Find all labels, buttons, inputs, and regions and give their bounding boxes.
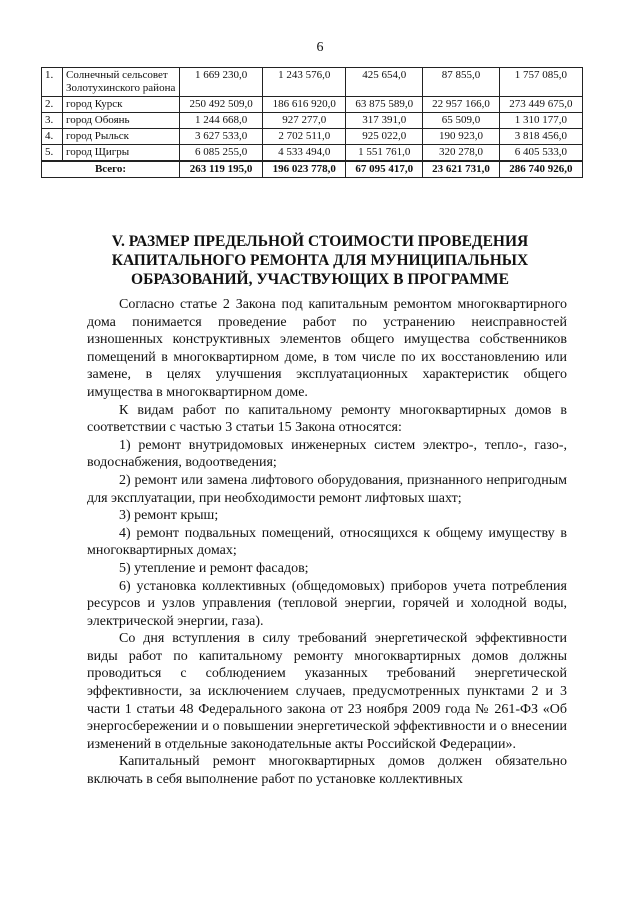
total-value: 23 621 731,0 [423,161,500,178]
value-cell: 1 757 085,0 [499,68,582,97]
value-cell: 1 669 230,0 [180,68,263,97]
total-value: 263 119 195,0 [180,161,263,178]
value-cell: 22 957 166,0 [423,97,500,113]
total-value: 286 740 926,0 [499,161,582,178]
row-number: 1. [42,68,63,97]
table-row [42,113,583,129]
value-cell: 273 449 675,0 [499,97,582,113]
section-title: V. РАЗМЕР ПРЕДЕЛЬНОЙ СТОИМОСТИ ПРОВЕДЕНИЯ КАПИТАЛЬНОГО РЕМОНТА ДЛЯ МУНИЦИПАЛЬНЫХ ОБРАЗОВАНИЙ, УЧАСТВУЮЩИХ В ПРОГРАММЕ [111,233,529,288]
value-cell: 425 654,0 [346,68,423,97]
value-cell: 63 875 589,0 [346,97,423,113]
value-cell: 1 310 177,0 [499,113,582,129]
table-row [42,145,583,162]
paragraph: Согласно статье 2 Закона под капитальным ремонтом многоквартирного дома понимается проведение работ по устранению неисправностей изношенных конструктивных элементов общего имущества собственников помещений в многоквартирном доме, в том числе по их восстановлению или замене, в целях улучшения эксплуатационных характеристик общего имущества в многоквартирном доме. [87,297,567,400]
page-number: 6 [316,40,324,55]
municipality-name: Солнечный сельсовет Золотухинского района [63,68,180,97]
paragraph: К видам работ по капитальному ремонту многоквартирных домов в соответствии с частью 3 статьи 15 Закона относятся: [87,402,567,436]
row-number: 3. [42,113,63,129]
municipality-name: город Рыльск [63,129,180,145]
value-cell: 1 551 761,0 [346,145,423,162]
list-item: 1) ремонт внутридомовых инженерных систем электро-, тепло-, газо-, водоснабжения, водоотведения; [87,437,567,471]
value-cell: 186 616 920,0 [263,97,346,113]
value-cell: 4 533 494,0 [263,145,346,162]
value-cell: 927 277,0 [263,113,346,129]
total-value: 67 095 417,0 [346,161,423,178]
municipality-name: город Курск [63,97,180,113]
total-row [42,161,583,178]
total-value: 196 023 778,0 [263,161,346,178]
municipality-name: город Обоянь [63,113,180,129]
value-cell: 87 855,0 [423,68,500,97]
section-body [87,296,567,789]
row-number: 5. [42,145,63,162]
list-item: 2) ремонт или замена лифтового оборудования, признанного непригодным для эксплуатации, при необходимости ремонт лифтовых шахт; [87,472,567,506]
table-row [42,129,583,145]
budget-table [41,67,583,178]
value-cell: 320 278,0 [423,145,500,162]
paragraph: Капитальный ремонт многоквартирных домов должен обязательно включать в себя выполнение работ по установке коллективных [87,754,567,788]
list-item: 5) утепление и ремонт фасадов; [119,560,309,576]
list-item: 6) установка коллективных (общедомовых) приборов учета потребления ресурсов и узлов управления (тепловой энергии, горячей и холодной воды, электрической энергии, газа). [87,578,567,629]
row-number: 4. [42,129,63,145]
value-cell: 2 702 511,0 [263,129,346,145]
value-cell: 65 509,0 [423,113,500,129]
list-item: 4) ремонт подвальных помещений, относящихся к общему имуществу в многоквартирных домах; [87,525,567,559]
value-cell: 190 923,0 [423,129,500,145]
value-cell: 250 492 509,0 [180,97,263,113]
value-cell: 1 243 576,0 [263,68,346,97]
value-cell: 1 244 668,0 [180,113,263,129]
total-label: Всего: [42,161,180,178]
value-cell: 3 818 456,0 [499,129,582,145]
municipality-name: город Щигры [63,145,180,162]
value-cell: 925 022,0 [346,129,423,145]
value-cell: 6 085 255,0 [180,145,263,162]
paragraph: Со дня вступления в силу требований энергетической эффективности виды работ по капитальному ремонту многоквартирных домов должны проводиться с соблюдением указанных требований энергетической эффективности, за исключением случаев, предусмотренных пунктами 2 и 3 части 1 статьи 48 Федерального закона от 23 ноября 2009 года № 261-ФЗ «Об энергосбережении и о повышении энергетической эффективности и о внесении изменений в отдельные законодательные акты Российской Федерации». [87,631,567,752]
value-cell: 317 391,0 [346,113,423,129]
value-cell: 3 627 533,0 [180,129,263,145]
table-row [42,68,583,97]
list-item: 3) ремонт крыш; [119,508,219,524]
value-cell: 6 405 533,0 [499,145,582,162]
row-number: 2. [42,97,63,113]
table-row [42,97,583,113]
